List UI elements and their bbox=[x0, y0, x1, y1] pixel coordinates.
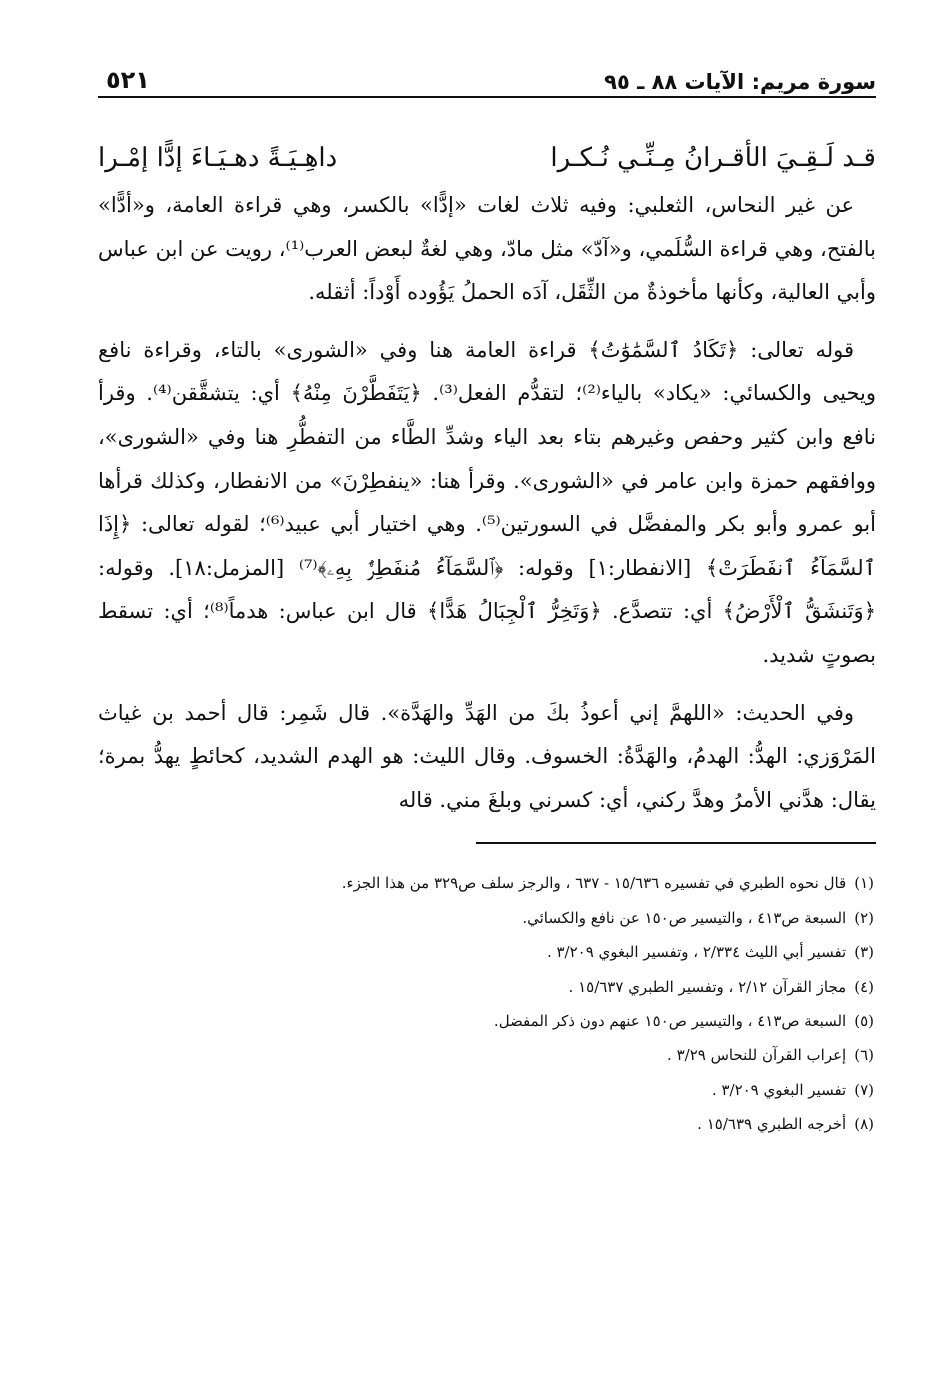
footnote-number: (١) bbox=[854, 874, 874, 893]
footnote-number: (٣) bbox=[854, 943, 874, 962]
footnote bbox=[98, 901, 874, 935]
footnote bbox=[98, 970, 874, 1004]
footnote-text: تفسير أبي الليث ٢/٣٣٤ ، وتفسير البغوي ٣/٢٠٩ . bbox=[546, 943, 847, 962]
footnote-text: السبعة ص٤١٣ ، والتيسير ص١٥٠ عنهم دون ذكر المفضل. bbox=[493, 1011, 847, 1030]
main-text bbox=[98, 184, 876, 822]
footnote-number: (٨) bbox=[854, 1115, 874, 1134]
footnote-separator bbox=[476, 842, 876, 844]
footnote-text: إعراب القرآن للنحاس ٣/٢٩ . bbox=[667, 1046, 847, 1065]
footnote-number: (٧) bbox=[854, 1080, 874, 1099]
footnote-number: (٢) bbox=[854, 908, 874, 927]
verse-right-hemistich: قـد لَـقِـيَ الأقـرانُ مِـنِّـي نُـكـرا bbox=[550, 143, 876, 173]
footnote bbox=[98, 1073, 874, 1107]
page-header bbox=[98, 52, 876, 98]
footnote-number: (٦) bbox=[854, 1046, 874, 1065]
footnote bbox=[98, 1038, 874, 1072]
footnote-text: أخرجه الطبري ١٥/٦٣٩ . bbox=[697, 1115, 847, 1134]
footnote-text: السبعة ص٤١٣ ، والتيسير ص١٥٠ عن نافع والكسائي. bbox=[522, 908, 847, 927]
verse-left-hemistich: داهِـيَـةً دهـيَـاءَ إدًّا إمْـرا bbox=[98, 143, 338, 173]
running-title: سورة مريم: الآيات ٨٨ ـ ٩٥ bbox=[604, 70, 876, 94]
footnote-text: مجاز القرآن ٢/١٢ ، وتفسير الطبري ١٥/٦٣٧ . bbox=[568, 977, 847, 996]
footnote-text: تفسير البغوي ٣/٢٠٩ . bbox=[711, 1080, 847, 1099]
footnote bbox=[98, 1107, 874, 1141]
footnote-text: قال نحوه الطبري في تفسيره ١٥/٦٣٦ - ٦٣٧ ، والرجز سلف ص٣٢٩ من هذا الجزء. bbox=[341, 874, 847, 893]
footnote-number: (٤) bbox=[854, 977, 874, 996]
paragraph: عن غير النحاس، الثعلبي: وفيه ثلاث لغات «إدًّا» بالكسر، وهي قراءة العامة، و«أدًّا» بالفتح، وهي قراءة السُّلَمي، و«آدّ» مثل مادّ، وهي لغةٌ لبعض العرب⁽¹⁾، رويت عن ابن عباس وأبي العالية، وكأنها مأخوذةٌ من الثِّقَل، آدَه الحملُ يَؤُوده أَوْداً: أثقله. bbox=[98, 193, 876, 305]
paragraph: قوله تعالى: ﴿تَكَادُ ٱلسَّمَٰوَٰتُ﴾ قراءة العامة هنا وفي «الشورى» بالتاء، وقراءة نافع ويحيى والكسائي: «يكاد» بالياء⁽²⁾؛ لتقدُّم الفعل⁽³⁾. ﴿يَتَفَطَّرْنَ مِنْهُ﴾ أي: يتشقَّقن⁽⁴⁾. وقرأ نافع وابن كثير وحفص وغيرهم بتاء بعد الياء وشدِّ الطَّاء من التفطُّرِ هنا وفي «الشورى»، ووافقهم حمزة وابن عامر في «الشورى». وقرأ هنا: «ينفطِرْنَ» من الانفطار، وكذلك قرأها أبو عمرو وأبو بكر والمفضَّل في السورتين⁽⁵⁾. وهي اختيار أبي عبيد⁽⁶⁾؛ لقوله تعالى: ﴿إِذَا ٱلسَّمَآءُ ٱنفَطَرَتْ﴾ [الانفطار:١] وقوله: ﴿ٱلسَّمَآءُ مُنفَطِرٌۢ بِهِۦ﴾⁽⁷⁾ [المزمل:١٨]. وقوله: ﴿وَتَنشَقُّ ٱلْأَرْضُ﴾ أي: تتصدَّع. ﴿وَتَخِرُّ ٱلْجِبَالُ هَدًّا﴾ قال ابن عباس: هدماً⁽⁸⁾؛ أي: تسقط بصوتٍ شديد. bbox=[98, 337, 877, 667]
page-number: ٥٢١ bbox=[106, 66, 150, 94]
footnote bbox=[98, 1004, 874, 1038]
footnote-number: (٥) bbox=[854, 1011, 874, 1030]
footnote bbox=[98, 866, 874, 900]
document-page bbox=[98, 52, 876, 1142]
poetry-verse bbox=[98, 136, 876, 180]
footnote bbox=[98, 935, 874, 969]
footnotes bbox=[98, 866, 876, 1141]
paragraph: وفي الحديث: «اللهمَّ إني أعوذُ بكَ من الهَدِّ والهَدَّة». قال شَمِر: قال أحمد بن غياث المَرْوَزي: الهدُّ: الهدمُ، والهَدَّةُ: الخسوف. وقال الليث: هو الهدم الشديد، كحائطٍ يهدُّ بمرة؛ يقال: هدَّني الأمرُ وهدَّ ركني، أي: كسرني وبلغَ مني. قاله bbox=[98, 700, 876, 812]
